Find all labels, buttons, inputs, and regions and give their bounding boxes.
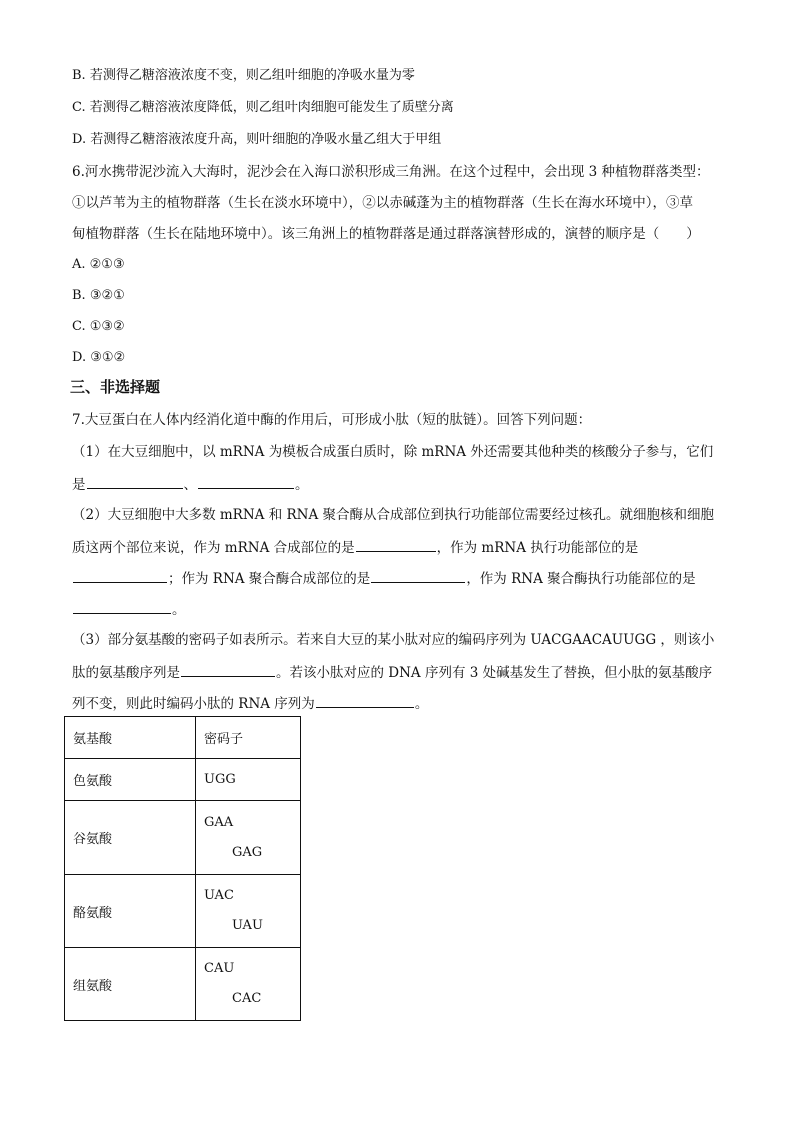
section-heading: 三、非选择题 (70, 378, 161, 396)
table-row (65, 801, 301, 875)
q7-part2-line4 (72, 598, 186, 620)
q7-part3-text-c: 列不变，则此时编码小肽的 RNA 序列为 (72, 696, 315, 712)
q7-part1-text-c: 。 (295, 477, 309, 493)
answer-blank-7[interactable] (181, 661, 275, 677)
question-6-line-3: 甸植物群落（生长在陆地环境中）。该三角洲上的植物群落是通过群落演替形成的，演替的顺序是（ ） (72, 226, 700, 242)
codon-value: UAC (204, 888, 234, 903)
table-row (65, 875, 301, 948)
q7-part2-text-a: 质这两个部位来说，作为 mRNA 合成部位的是 (72, 540, 355, 556)
header-amino-acid: 氨基酸 (65, 717, 196, 759)
option-c-q5: C. 若测得乙糖溶液浓度降低，则乙组叶肉细胞可能发生了质壁分离 (72, 100, 454, 115)
q7-part2-line3 (72, 567, 696, 589)
option-b-q6: B. ③②① (72, 288, 125, 303)
codon-table (64, 716, 301, 1021)
answer-blank-6[interactable] (73, 598, 171, 614)
table-header-row (65, 717, 301, 759)
codon-cell (196, 875, 301, 948)
codon-value: GAA (204, 814, 234, 830)
table-row (65, 759, 301, 801)
answer-blank-4[interactable] (73, 567, 167, 583)
codon-cell (196, 801, 301, 875)
amino-acid-cell: 酪氨酸 (65, 875, 196, 948)
codon-value: GAG (232, 844, 263, 860)
answer-blank-8[interactable] (316, 692, 414, 708)
q7-part2-text-c: ；作为 RNA 聚合酶合成部位的是 (168, 571, 371, 587)
table-row (65, 948, 301, 1021)
answer-blank-3[interactable] (356, 536, 436, 552)
codon-value: CAU (204, 961, 235, 976)
q7-part2-text-d: ，作为 RNA 聚合酶执行功能部位的是 (466, 571, 696, 587)
option-c-q6: C. ①③② (72, 319, 125, 334)
q7-part2-text-e: 。 (172, 602, 186, 618)
q7-part1-line2 (72, 473, 309, 495)
q7-part3-text-d: 。 (414, 696, 429, 712)
option-d-q6: D. ③①② (72, 350, 126, 365)
q7-part3-text-a: 肽的氨基酸序列是 (72, 665, 180, 681)
q7-part3-text-b: 。若该小肽对应的 DNA 序列有 3 处碱基发生了替换，但小肽的氨基酸序 (276, 665, 713, 681)
q7-part2-text-b: ，作为 mRNA 执行功能部位的是 (436, 540, 639, 556)
question-6-line-2: ①以芦苇为主的植物群落（生长在淡水环境中），②以赤碱蓬为主的植物群落（生长在海水环境中），③草 (72, 195, 693, 211)
answer-blank-5[interactable] (371, 567, 465, 583)
amino-acid-cell: 组氨酸 (65, 948, 196, 1021)
amino-acid-cell: 色氨酸 (65, 759, 196, 801)
q7-part3-line3 (72, 692, 428, 714)
q7-part2-line1: （2）大豆细胞中大多数 mRNA 和 RNA 聚合酶从合成部位到执行功能部位需要经过核孔。就细胞核和细胞 (72, 507, 715, 523)
q7-part3-line1: （3）部分氨基酸的密码子如表所示。若来自大豆的某小肽对应的编码序列为 UACGAACAUUGG ，则该小 (72, 632, 715, 648)
question-6-line-1: 6.河水携带泥沙流入大海时，泥沙会在入海口淤积形成三角洲。在这个过程中，会出现 3 种植物群落类型： (72, 164, 710, 180)
q7-part1-line1: （1）在大豆细胞中，以 mRNA 为模板合成蛋白质时，除 mRNA 外还需要其他种类的核酸分子参与，它们 (72, 444, 714, 460)
question-7-intro: 7.大豆蛋白在人体内经消化道中酶的作用后，可形成小肽（短的肽链）。回答下列问题： (72, 412, 592, 428)
option-b-q5: B. 若测得乙糖溶液浓度不变，则乙组叶细胞的净吸水量为零 (72, 68, 415, 83)
q7-part1-text-b: 、 (183, 477, 197, 493)
option-a-q6: A. ②①③ (72, 257, 125, 272)
amino-acid-cell: 谷氨酸 (65, 801, 196, 875)
q7-part3-line2 (72, 661, 712, 683)
codon-cell: UGG (196, 759, 301, 801)
header-codon: 密码子 (196, 717, 301, 759)
answer-blank-2[interactable] (198, 473, 294, 489)
q7-part1-text-a: 是 (72, 477, 86, 493)
codon-value: UAU (232, 918, 263, 933)
q7-part2-line2 (72, 536, 638, 558)
option-d-q5: D. 若测得乙糖溶液浓度升高，则叶细胞的净吸水量乙组大于甲组 (72, 132, 442, 147)
codon-cell (196, 948, 301, 1021)
codon-value: CAC (232, 991, 262, 1006)
answer-blank-1[interactable] (87, 473, 183, 489)
